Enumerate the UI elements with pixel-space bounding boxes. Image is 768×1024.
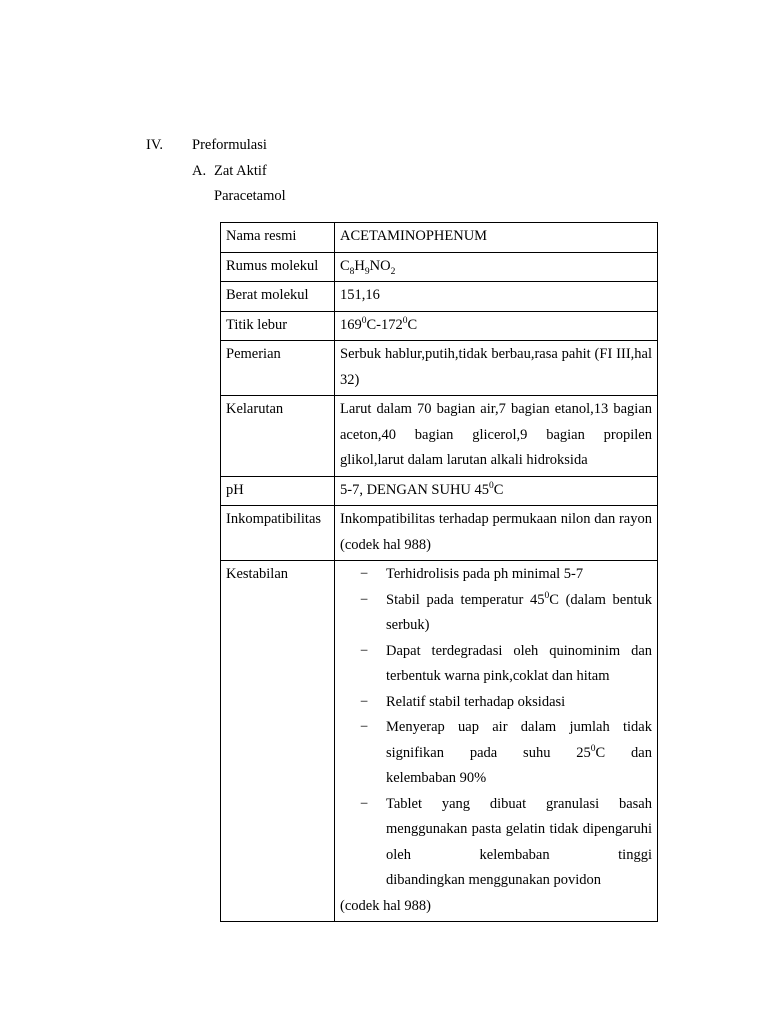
dash-bullet: − (360, 591, 369, 608)
table-row (221, 282, 658, 312)
subsection-title: Zat Aktif (214, 163, 267, 179)
row-label: Pemerian (221, 341, 335, 396)
row-label: pH (221, 476, 335, 506)
list-item: − Dapat terdegradasi oleh quinominim dan terbentuk warna pink,coklat dan hitam (360, 639, 652, 690)
table-row (221, 506, 658, 561)
properties-table (220, 222, 658, 922)
row-label: Kestabilan (221, 561, 335, 922)
molecular-formula-value: $C_8H_9NO_2$ (335, 252, 658, 282)
row-label: Kelarutan (221, 396, 335, 477)
incompatibility-value: Inkompatibilitas terhadap permukaan nilon dan rayon (codek hal 988) (335, 506, 658, 561)
dash-bullet: − (360, 693, 369, 710)
stability-list (340, 562, 652, 894)
list-item: − Stabil pada temperatur $45^0C$ (dalam bentuk serbuk) (360, 588, 652, 639)
drug-name: Paracetamol (214, 188, 286, 204)
official-name-value: ACETAMINOPHENUM (335, 223, 658, 253)
table-row (221, 476, 658, 506)
ph-value: 5-7, DENGAN SUHU $45^0C$ (335, 476, 658, 506)
list-item: − Tablet yang dibuat granulasi basah menggunakan pasta gelatin tidak dipengaruhi oleh kelembaban tinggi dibandingkan menggunakan povidon (360, 792, 652, 894)
row-label: Rumus molekul (221, 252, 335, 282)
list-item: − Relatif stabil terhadap oksidasi (360, 690, 652, 716)
section-title: Preformulasi (192, 137, 267, 153)
table-row (221, 252, 658, 282)
row-label: Berat molekul (221, 282, 335, 312)
melting-point-value: $169^0C-172^0C$ (335, 311, 658, 341)
dash-bullet: − (360, 795, 369, 812)
stability-reference: (codek hal 988) (340, 897, 431, 914)
dash-bullet: − (360, 719, 369, 735)
subsection-letter: A. (192, 163, 207, 179)
stability-value (335, 561, 658, 922)
table-row (221, 396, 658, 477)
table-row (221, 561, 658, 922)
dash-bullet: − (360, 642, 369, 659)
dash-bullet: − (360, 566, 369, 582)
list-item: − Menyerap uap air dalam jumlah tidak signifikan pada suhu $25^0C$ dan kelembaban 90% (360, 715, 652, 792)
table-row (221, 341, 658, 396)
table-row (221, 311, 658, 341)
list-item: − Terhidrolisis pada ph minimal 5-7 (360, 562, 652, 588)
row-label: Nama resmi (221, 223, 335, 253)
description-value: Serbuk hablur,putih,tidak berbau,rasa pahit (FI III,hal 32) (335, 341, 658, 396)
section-number: IV. (146, 137, 164, 153)
molecular-weight-value: 151,16 (335, 282, 658, 312)
table-row (221, 223, 658, 253)
solubility-value: Larut dalam 70 bagian air,7 bagian etanol,13 bagian aceton,40 bagian glicerol,9 bagian propilen glikol,larut dalam larutan alkali hidroksida (335, 396, 658, 477)
row-label: Titik lebur (221, 311, 335, 341)
row-label: Inkompatibilitas (221, 506, 335, 561)
